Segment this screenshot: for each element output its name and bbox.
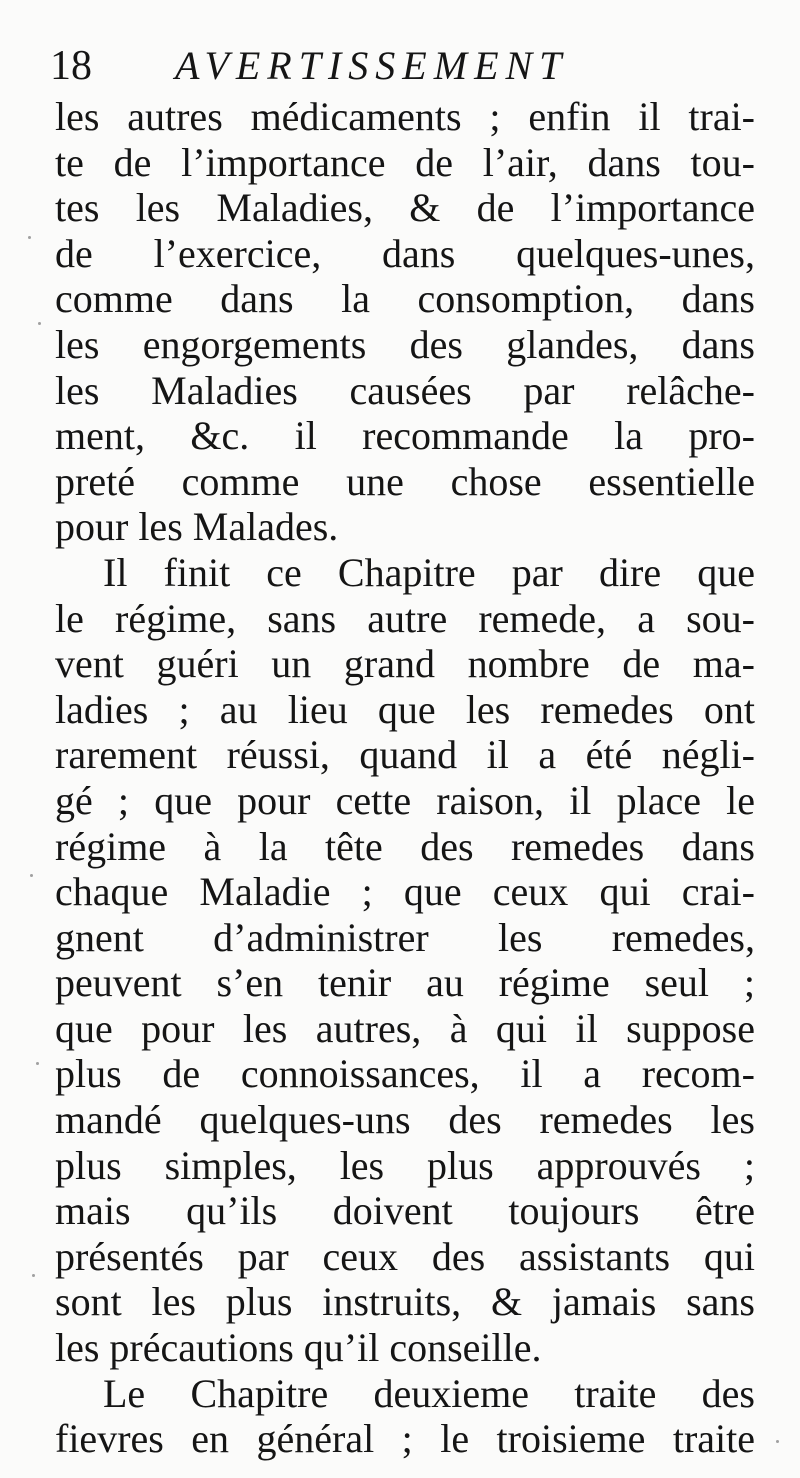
text-line: présentés par ceux des assistants qui	[55, 1233, 755, 1279]
text-line: régime à la tête des remedes dans	[55, 823, 755, 869]
ink-speck	[776, 1440, 779, 1443]
text-line: fievres en général ; le troisieme traite	[55, 1416, 755, 1462]
ink-speck	[38, 322, 41, 325]
text-line: les Maladies causées par relâche-	[55, 367, 755, 413]
text-line: les engorgements des glandes, dans	[55, 321, 755, 367]
running-title: AVERTISSEMENT	[175, 43, 569, 88]
text-line: gnent d’administrer les remedes,	[55, 914, 755, 960]
text-line: de l’exercice, dans quelques-unes,	[55, 230, 755, 276]
text-line: sont les plus instruits, & jamais sans	[55, 1279, 755, 1325]
text-line: comme dans la consomption, dans	[55, 276, 755, 322]
text-line: mais qu’ils doivent toujours être	[55, 1188, 755, 1234]
text-line: preté comme une chose essentielle	[55, 458, 755, 504]
ink-speck	[32, 1274, 35, 1277]
text-line: tes les Maladies, & de l’importance	[55, 185, 755, 231]
ink-speck	[30, 874, 33, 877]
text-line: ment, &c. il recommande la pro-	[55, 413, 755, 459]
body-text	[55, 94, 755, 1462]
text-line: vent guéri un grand nombre de ma-	[55, 641, 755, 687]
text-line: rarement réussi, quand il a été négli-	[55, 732, 755, 778]
paragraph-start-line: Il finit ce Chapitre par dire que	[103, 549, 755, 595]
text-line: gé ; que pour cette raison, il place le	[55, 777, 755, 823]
text-line: mandé quelques-uns des remedes les	[55, 1097, 755, 1143]
text-line: le régime, sans autre remede, a sou-	[55, 595, 755, 641]
ink-speck	[28, 236, 31, 239]
text-line: ladies ; au lieu que les remedes ont	[55, 686, 755, 732]
text-line: te de l’importance de l’air, dans tou-	[55, 139, 755, 185]
ink-speck	[36, 1062, 39, 1065]
page-header	[50, 38, 750, 94]
paragraph-start-line: Le Chapitre deuxieme traite des	[103, 1370, 755, 1416]
text-line: plus de connoissances, il a recom-	[55, 1051, 755, 1097]
text-line: que pour les autres, à qui il suppose	[55, 1005, 755, 1051]
paragraph-end-line: les précautions qu’il conseille.	[55, 1325, 542, 1371]
paragraph-end-line: pour les Malades.	[55, 504, 339, 550]
text-line: peuvent s’en tenir au régime seul ;	[55, 960, 755, 1006]
text-line: les autres médicaments ; enfin il trai-	[55, 94, 755, 139]
text-line: plus simples, les plus approuvés ;	[55, 1142, 755, 1188]
page-number: 18	[50, 43, 92, 89]
text-line: chaque Maladie ; que ceux qui crai-	[55, 869, 755, 915]
